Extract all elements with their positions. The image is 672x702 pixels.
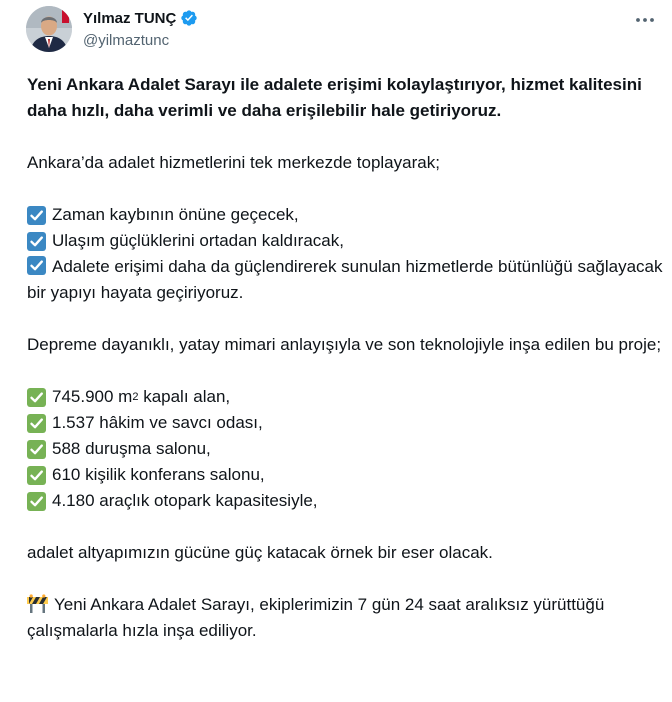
author-display-name[interactable]: Yılmaz TUNÇ (83, 9, 177, 27)
green-check-icon (27, 466, 46, 485)
tweet-closing (27, 592, 667, 644)
stat-courtrooms: 588 duruşma salonu, (52, 439, 211, 458)
blue-check-icon (27, 232, 46, 251)
tweet-text (27, 72, 667, 644)
avatar-portrait (26, 6, 72, 52)
goal-text: Ulaşım güçlüklerini ortadan kaldıracak, (52, 231, 344, 250)
stat-area-unit: 2 (132, 391, 139, 403)
stat-item (27, 488, 667, 514)
goal-text: Adalete erişimi daha da güçlendirerek sunulan hizmetlerde bütünlüğü sağlayacak bir yapıyı hayata geçiriyoruz. (27, 257, 663, 302)
closing-text: Yeni Ankara Adalet Sarayı, ekiplerimizin 7 gün 24 saat aralıksız yürüttüğü çalışmalarla hızla inşa ediliyor. (27, 595, 605, 640)
blue-check-icon (27, 206, 46, 225)
tweet-intro: Ankara’da adalet hizmetlerini tek merkezde toplayarak; (27, 153, 440, 172)
construction-icon (27, 594, 48, 613)
stat-area-label: kapalı alan, (138, 387, 231, 406)
stat-item (27, 436, 667, 462)
tweet-conclusion: adalet altyapımızın gücüne güç katacak örnek bir eser olacak. (27, 543, 493, 562)
goal-item (27, 228, 667, 254)
stat-parking: 4.180 araçlık otopark kapasitesiyle, (52, 491, 318, 510)
green-check-icon (27, 414, 46, 433)
stat-item (27, 462, 667, 488)
project-intro: Depreme dayanıklı, yatay mimari anlayışıyla ve son teknolojiyle inşa edilen bu proje; (27, 335, 662, 354)
stat-judges: 1.537 hâkim ve savcı odası, (52, 413, 263, 432)
green-check-icon (27, 388, 46, 407)
blue-check-icon (27, 256, 46, 275)
verified-badge-icon (180, 9, 198, 27)
author-handle[interactable]: @yilmaztunc (83, 32, 170, 49)
stat-conference: 610 kişilik konferans salonu, (52, 465, 265, 484)
avatar[interactable] (26, 6, 72, 52)
stat-area-value: 745.900 m (52, 387, 133, 406)
more-options-button[interactable] (630, 10, 660, 30)
goal-text: Zaman kaybının önüne geçecek, (52, 205, 299, 224)
tweet-lead: Yeni Ankara Adalet Sarayı ile adalete erişimi kolaylaştırıyor, hizmet kalitesini daha hızlı, daha verimli ve daha erişilebilir hale getiriyoruz. (27, 75, 642, 120)
goal-item (27, 254, 667, 306)
green-check-icon (27, 440, 46, 459)
stat-item (27, 410, 667, 436)
author-name-row (83, 9, 198, 27)
stat-item (27, 384, 667, 410)
more-options-icon (635, 17, 655, 23)
green-check-icon (27, 492, 46, 511)
goal-item (27, 202, 667, 228)
